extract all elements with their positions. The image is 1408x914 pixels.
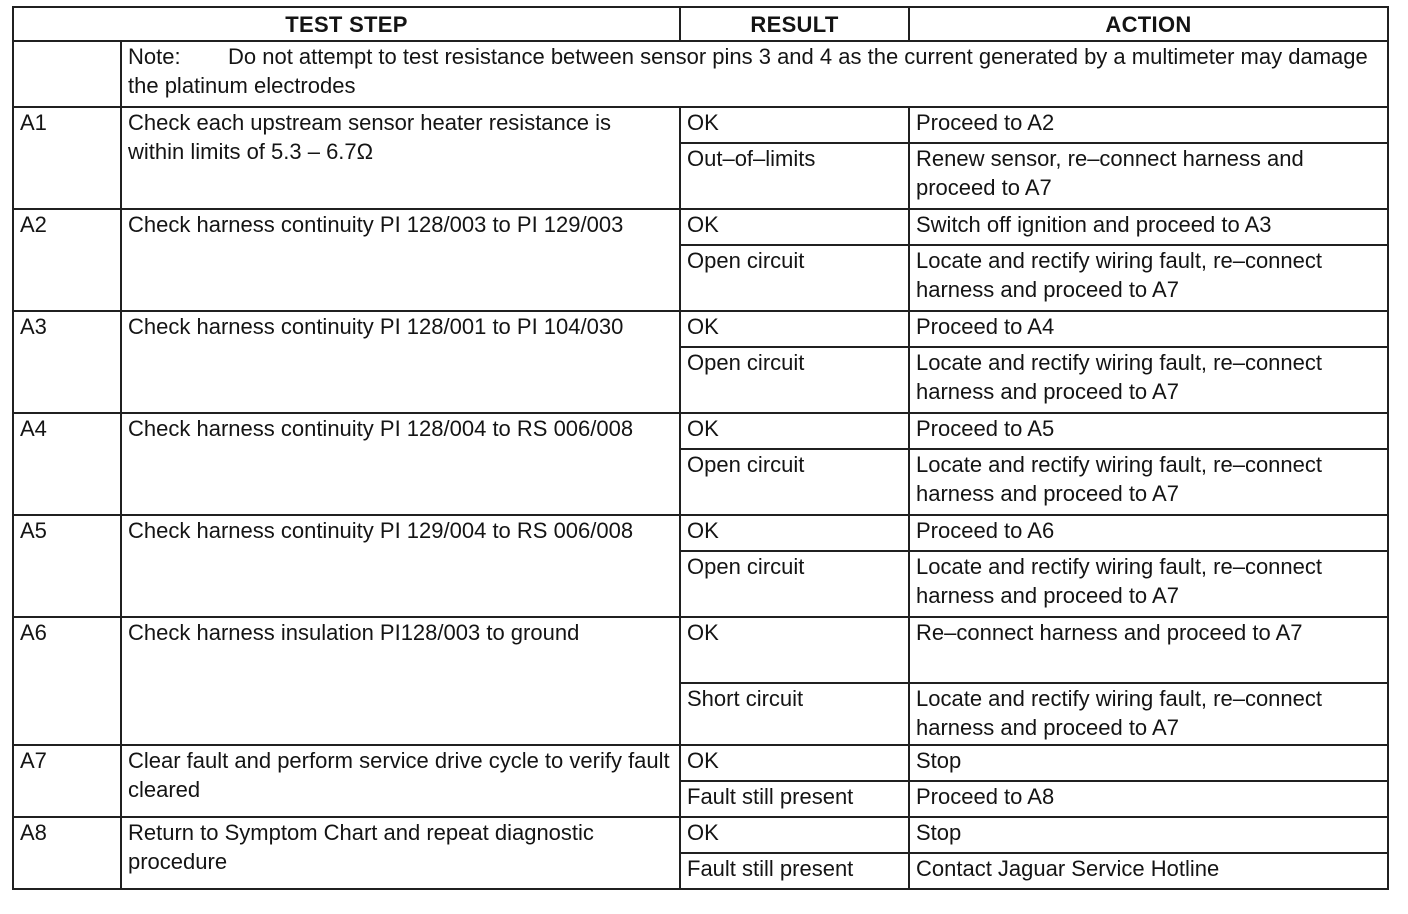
note-cell <box>121 41 1388 107</box>
note-text: Do not attempt to test resistance between sensor pins 3 and 4 as the current generated by a multimeter may damage the platinum electrodes <box>128 44 1368 98</box>
step-id: A4 <box>13 413 121 515</box>
result-cell: Open circuit <box>680 551 909 617</box>
result-cell: OK <box>680 817 909 853</box>
step-description: Check each upstream sensor heater resistance is within limits of 5.3 – 6.7Ω <box>121 107 680 209</box>
action-cell: Proceed to A8 <box>909 781 1388 817</box>
action-cell: Proceed to A5 <box>909 413 1388 449</box>
action-cell: Stop <box>909 817 1388 853</box>
table-row <box>13 817 1388 853</box>
header-test-step: TEST STEP <box>13 7 680 41</box>
result-cell: OK <box>680 413 909 449</box>
step-description: Check harness continuity PI 128/003 to PI 129/003 <box>121 209 680 311</box>
step-id: A5 <box>13 515 121 617</box>
step-description: Check harness continuity PI 129/004 to RS 006/008 <box>121 515 680 617</box>
action-cell: Re–connect harness and proceed to A7 <box>909 617 1388 683</box>
table-row <box>13 209 1388 245</box>
step-description: Check harness insulation PI128/003 to ground <box>121 617 680 745</box>
result-cell: Fault still present <box>680 853 909 889</box>
action-cell: Proceed to A4 <box>909 311 1388 347</box>
table-row <box>13 413 1388 449</box>
action-cell: Renew sensor, re–connect harness and proceed to A7 <box>909 143 1388 209</box>
step-id: A7 <box>13 745 121 817</box>
note-label: Note: <box>128 44 181 69</box>
result-cell: OK <box>680 209 909 245</box>
action-cell: Locate and rectify wiring fault, re–connect harness and proceed to A7 <box>909 551 1388 617</box>
result-cell: OK <box>680 515 909 551</box>
action-cell: Stop <box>909 745 1388 781</box>
step-description: Clear fault and perform service drive cycle to verify fault cleared <box>121 745 680 817</box>
table-row <box>13 617 1388 683</box>
result-cell: Fault still present <box>680 781 909 817</box>
result-cell: Open circuit <box>680 449 909 515</box>
action-cell: Proceed to A6 <box>909 515 1388 551</box>
note-row <box>13 41 1388 107</box>
result-cell: Short circuit <box>680 683 909 745</box>
header-action: ACTION <box>909 7 1388 41</box>
result-cell: OK <box>680 311 909 347</box>
action-cell: Contact Jaguar Service Hotline <box>909 853 1388 889</box>
action-cell: Proceed to A2 <box>909 107 1388 143</box>
action-cell: Locate and rectify wiring fault, re–connect harness and proceed to A7 <box>909 683 1388 745</box>
header-row <box>13 7 1388 41</box>
result-cell: Open circuit <box>680 347 909 413</box>
table-row <box>13 311 1388 347</box>
result-cell: OK <box>680 745 909 781</box>
diagnostic-table <box>12 6 1389 890</box>
step-id: A1 <box>13 107 121 209</box>
table-row <box>13 107 1388 143</box>
result-cell: OK <box>680 107 909 143</box>
action-cell: Locate and rectify wiring fault, re–connect harness and proceed to A7 <box>909 347 1388 413</box>
step-description: Check harness continuity PI 128/001 to PI 104/030 <box>121 311 680 413</box>
step-id: A2 <box>13 209 121 311</box>
result-cell: Open circuit <box>680 245 909 311</box>
result-cell: OK <box>680 617 909 683</box>
table-row <box>13 515 1388 551</box>
result-cell: Out–of–limits <box>680 143 909 209</box>
note-id-cell <box>13 41 121 107</box>
step-id: A8 <box>13 817 121 889</box>
header-result: RESULT <box>680 7 909 41</box>
step-description: Check harness continuity PI 128/004 to RS 006/008 <box>121 413 680 515</box>
action-cell: Locate and rectify wiring fault, re–connect harness and proceed to A7 <box>909 449 1388 515</box>
action-cell: Locate and rectify wiring fault, re–connect harness and proceed to A7 <box>909 245 1388 311</box>
action-cell: Switch off ignition and proceed to A3 <box>909 209 1388 245</box>
step-id: A6 <box>13 617 121 745</box>
step-description: Return to Symptom Chart and repeat diagnostic procedure <box>121 817 680 889</box>
table-row <box>13 745 1388 781</box>
step-id: A3 <box>13 311 121 413</box>
